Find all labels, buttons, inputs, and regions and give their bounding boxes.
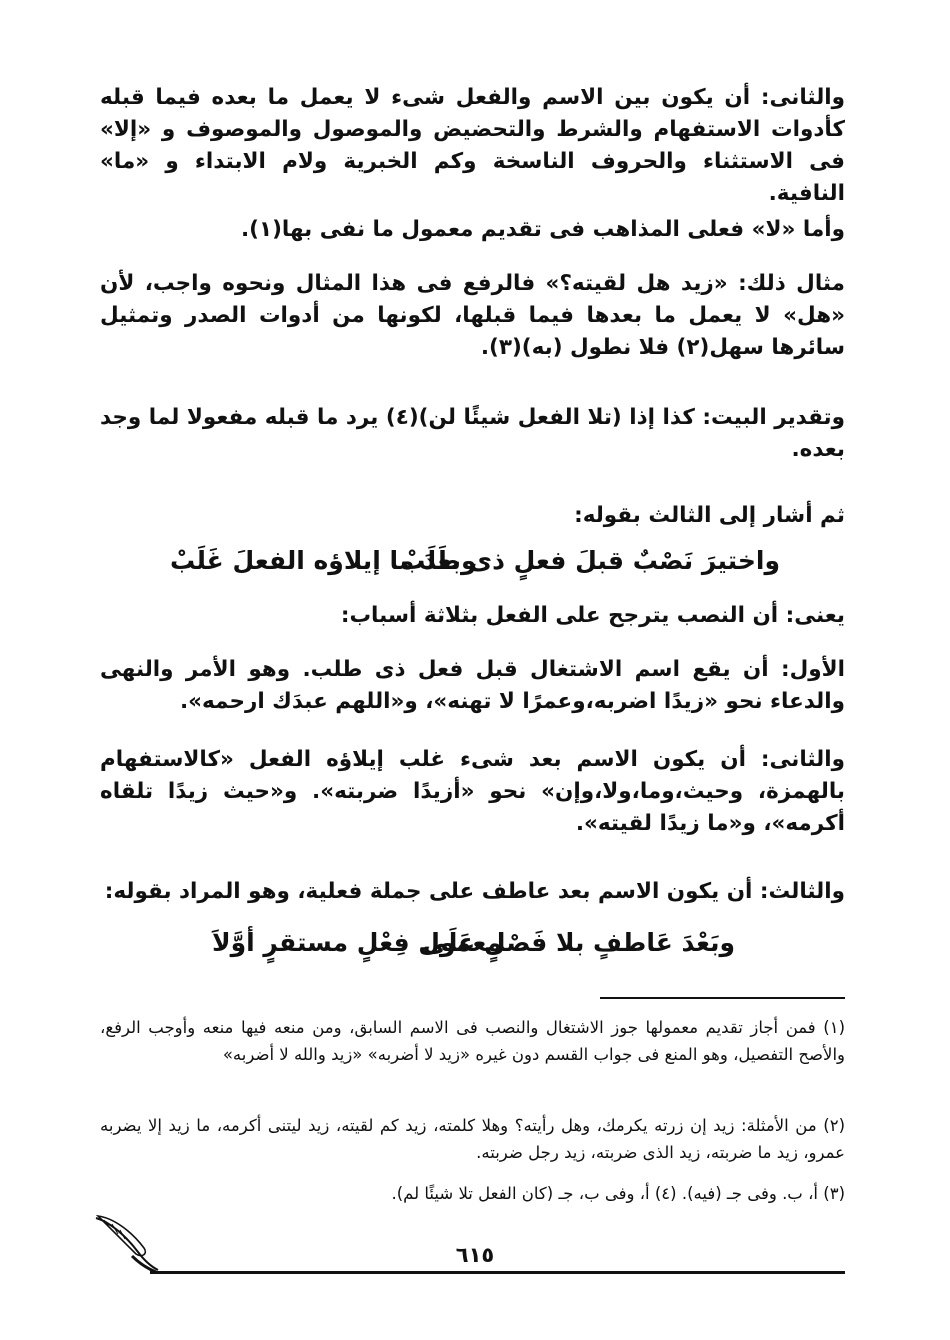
verse-1-first-hemistich: واختيرَ نَصْبٌ قبلَ فعلٍ ذى طَلَبْ — [400, 546, 780, 575]
paragraph-third-intro: ثم أشار إلى الثالث بقوله: — [574, 503, 845, 528]
footnote-3-4: (٣) أ، ب. وفى جـ (فيه). (٤) أ، وفى ب، جـ (كان الفعل تلا شيئًا لم). — [391, 1184, 845, 1203]
paragraph-three-reasons: يعنى: أن النصب يترجح على الفعل بثلاثة أسباب: — [340, 603, 845, 628]
paragraph-la-note: وأما «لا» فعلى المذاهب فى تقديم معمول ما نفى بها(١). — [240, 217, 845, 242]
paragraph-third-reason: والثالث: أن يكون الاسم بعد عاطف على جملة فعلية، وهو المراد بقوله: — [104, 879, 845, 904]
quill-pen-icon — [92, 1212, 162, 1274]
page-number: ٦١٥ — [455, 1243, 495, 1267]
footnote-divider — [600, 997, 845, 999]
verse-2-second-hemistich: معمول فِعْلٍ مستقرٍ أوَّلاَ — [212, 928, 503, 957]
paragraph-example: مثال ذلك: «زيد هل لقيته؟» فالرفع فى هذا المثال ونحوه واجب، لأن «هل» لا يعمل ما بعدها فيما قبلها، لكونها من أدوات الصدر وتمثيل سائرها سهل(٢) فلا نطول (به)(٣). — [100, 271, 845, 360]
paragraph-first-reason: الأول: أن يقع اسم الاشتغال قبل فعل ذى طلب. وهو الأمر والنهى والدعاء نحو «زيدًا اضربه،وعمرًا لا تهنه»، و«اللهم عبدَك ارحمه». — [100, 657, 845, 714]
paragraph-second-condition: والثانى: أن يكون بين الاسم والفعل شىء لا يعمل ما بعده فيما قبله كأدوات الاستفهام والشرط والتحضيض والموصول والموصوف و «إلا» فى الاستثناء والحروف الناسخة وكم الخبرية ولام الابتداء و «ما» النافية. — [100, 85, 845, 206]
footnote-2: (٢) من الأمثلة: زيد إن زرته يكرمك، وهل رأيته؟ وهلا كلمته، زيد كم لقيته، زيد ليتنى أكرمه، ما زيد إلا يضربه عمرو، زيد ما ضربته، زيد الذى ضربته، زيد رجل ضربته. — [100, 1116, 845, 1162]
verse-1-second-hemistich: وبعدَ ما إيلاؤه الفعلَ غَلَبْ — [170, 546, 477, 575]
bottom-rule — [150, 1271, 845, 1274]
paragraph-second-reason: والثانى: أن يكون الاسم بعد شىء غلب إيلاؤه الفعل «كالاستفهام بالهمزة، وحيث،وما،ولا،وإن» نحو «أزيدًا ضربته». و«حيث زيدًا تلقاه أكرمه»، و«ما زيدًا لقيته». — [100, 747, 845, 836]
paragraph-verse-explanation: وتقدير البيت: كذا إذا (تلا الفعل شيئًا لن)(٤) يرد ما قبله مفعولا لما وجد بعده. — [100, 405, 845, 462]
footnote-1: (١) فمن أجاز تقديم معمولها جوز الاشتغال والنصب فى الاسم السابق، ومن منعه فيها منعه وأوجب الرفع، والأصح التفصيل، وهو المنع فى جواب القسم دون غيره «زيد لا أضربه» «زيد والله لا أضربه» — [100, 1018, 845, 1064]
verse-2-first-hemistich: وبَعْدَ عَاطفٍ بلا فَصْلٍ عَلَى — [422, 928, 735, 957]
